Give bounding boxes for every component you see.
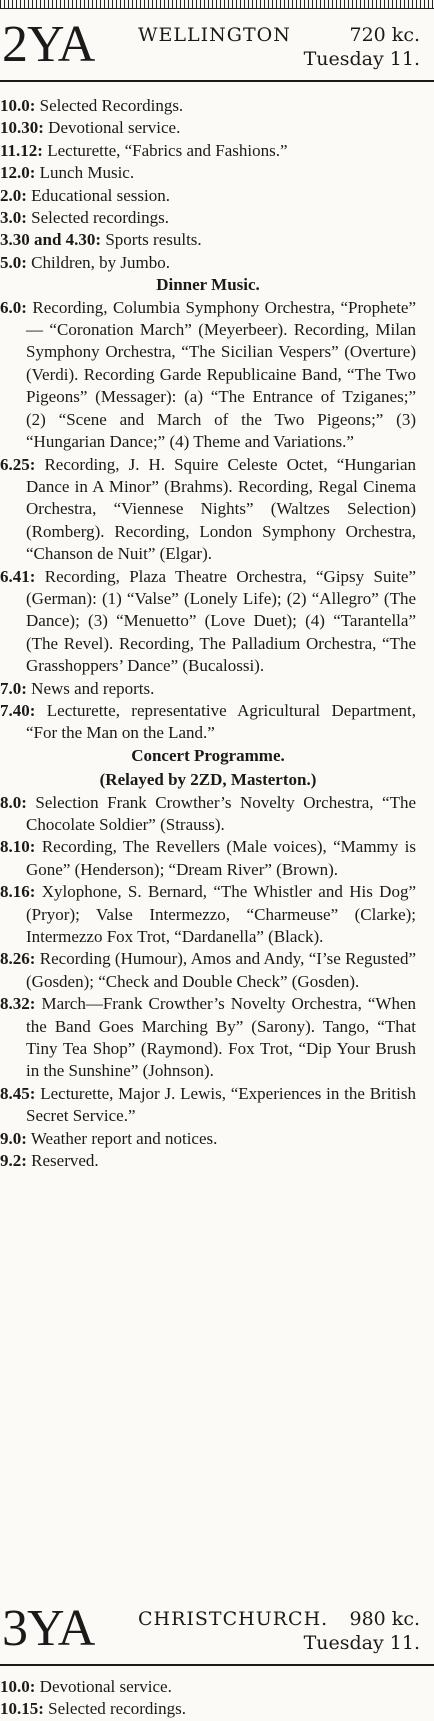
entry-time: 8.26: <box>0 949 36 969</box>
listing-entry <box>0 140 416 162</box>
entry-time: 2.0: <box>0 185 27 205</box>
entry-text: Devotional service. <box>39 1677 172 1696</box>
station-day: Tuesday 11. <box>303 48 420 70</box>
entry-time: 8.10: <box>0 837 36 857</box>
listing-entry <box>0 1150 416 1172</box>
entry-text: Recording (Humour), Amos and Andy, “I’se Regusted” (Gosden); “Check and Double Check” (Gosden). <box>26 949 416 991</box>
listing-entry <box>0 1083 416 1128</box>
listing-entry <box>0 297 416 454</box>
entry-time: 7.40: <box>0 700 36 720</box>
entry-text: Lecturette, representative Agricultural Department, “For the Man on the Land.” <box>26 700 417 743</box>
entry-text: News and reports. <box>31 678 155 698</box>
entry-time: 8.45: <box>0 1083 36 1103</box>
entry-text: Devotional service. <box>48 118 181 138</box>
listing-entry <box>0 792 416 837</box>
listing-entry <box>0 162 416 184</box>
entry-text: March—Frank Crowther’s Novelty Orchestra, “When the Band Goes Marching By” (Sarony). Tango, “That Tiny Tea Shop” (Raymond). Fox Trot, “Dip Your Brush in the Sunshine” (Johnson). <box>26 994 416 1081</box>
station-callsign: 2YA <box>2 16 95 73</box>
entry-time: 9.2: <box>0 1151 27 1171</box>
entry-time: 6.41: <box>0 566 36 586</box>
entry-text: Lecturette, Major J. Lewis, “Experiences in the British Secret Service.” <box>26 1083 416 1126</box>
entry-text: Weather report and notices. <box>30 1128 218 1148</box>
listing-entry <box>0 566 416 678</box>
station-city: CHRISTCHURCH. <box>138 1608 329 1630</box>
entry-text: Recording, J. H. Squire Celeste Octet, “Hungarian Dance in A Minor” (Brahms). Recording, Regal Cinema Orchestra, “Viennese Nights” (Waltzes Selection) (Romberg). Recording, London Symphony Orchestra, “Chanson de Nuit” (Elgar). <box>26 454 416 564</box>
entries-concert <box>0 792 416 1173</box>
station-frequency: 720 kc. <box>349 24 420 46</box>
entry-text: Recording, Columbia Symphony Orchestra, “Prophete” — “Coronation March” (Meyerbeer). Recording, Milan Symphony Orchestra, “The Sicilian Vespers” (Overture) (Verdi). Recording Garde Republicaine Band, “The Two Pigeons” (Messager): (a) “The Entrance of Tziganes;” (2) “Scene and March of the Two Pigeons;” (3) “Hungarian Dance;” (4) Theme and Variations.” <box>26 297 417 452</box>
listing-entry <box>0 678 416 700</box>
entry-text: Educational session. <box>31 185 170 205</box>
station-city: WELLINGTON <box>138 24 291 46</box>
station-header-3ya <box>0 1598 434 1666</box>
station-frequency: 980 kc. <box>349 1608 420 1630</box>
listing-entry <box>0 117 416 139</box>
entry-time: 7.0: <box>0 678 27 698</box>
station-header-2ya <box>0 14 434 82</box>
entry-time: 8.16: <box>0 882 36 902</box>
station-callsign: 3YA <box>2 1600 95 1657</box>
entry-time: 12.0: <box>0 163 36 183</box>
listing-entry <box>0 948 416 993</box>
entry-text: Selected recordings. <box>48 1699 187 1719</box>
listing-entry <box>0 1698 416 1720</box>
station-day: Tuesday 11. <box>303 1632 420 1654</box>
listing-entry <box>0 836 416 881</box>
concert-subheading: (Relayed by 2ZD, Masterton.) <box>99 770 317 790</box>
entry-time: 10.0: <box>0 1677 36 1696</box>
programme-listing-3ya <box>0 1676 416 1719</box>
programme-listing-2ya <box>0 95 416 1595</box>
listing-entry <box>0 95 416 117</box>
entry-text: Recording, Plaza Theatre Orchestra, “Gipsy Suite” (German): (1) “Valse” (Lonely Life); (2) “Allegro” (The Dance); (3) “Menuetto” (Love Duet); (4) “Tarantella” (The Revel). Recording, The Palladium Orchestra, “The Grasshoppers’ Dance” (Bucalossi). <box>26 566 417 676</box>
entry-text: Selected Recordings. <box>39 96 184 115</box>
entry-text: Children, by Jumbo. <box>31 252 171 272</box>
entry-time: 10.15: <box>0 1699 44 1719</box>
dinner-music-heading: Dinner Music. <box>156 275 260 295</box>
entry-text: Selection Frank Crowther’s Novelty Orchestra, “The Chocolate Soldier” (Strauss). <box>26 792 416 834</box>
top-rule <box>0 0 434 9</box>
entry-time: 9.0: <box>0 1128 27 1148</box>
entry-time: 8.0: <box>0 792 27 812</box>
entry-time: 6.25: <box>0 454 36 474</box>
listing-entry <box>0 185 416 207</box>
entry-text: Lecturette, “Fabrics and Fashions.” <box>47 140 288 160</box>
entry-text: Lunch Music. <box>39 163 135 183</box>
entry-time: 11.12: <box>0 140 43 160</box>
listing-entry <box>0 700 416 745</box>
entry-time: 10.30: <box>0 118 44 138</box>
entry-text: Recording, The Revellers (Male voices), “Mammy is Gone” (Henderson); “Dream River” (Brown). <box>26 837 417 879</box>
listing-entry <box>0 454 416 566</box>
entry-text: Reserved. <box>31 1151 99 1171</box>
listing-entry <box>0 993 416 1083</box>
entry-text: Selected recordings. <box>31 208 170 228</box>
entry-text: Sports results. <box>105 230 202 250</box>
listing-entry <box>0 1128 416 1150</box>
entry-time: 3.30 and 4.30: <box>0 230 102 250</box>
entry-time: 5.0: <box>0 252 27 272</box>
listing-entry <box>0 1676 416 1698</box>
concert-heading: Concert Programme. <box>131 745 285 765</box>
listing-entry <box>0 881 416 948</box>
entry-time: 3.0: <box>0 208 27 228</box>
listing-entry <box>0 229 416 251</box>
entries-dinner <box>0 297 416 745</box>
listing-entry <box>0 252 416 274</box>
entry-time: 8.32: <box>0 994 36 1014</box>
entry-text: Xylophone, S. Bernard, “The Whistler and His Dog” (Pryor); Valse Intermezzo, “Charmeuse” (Clarke); Intermezzo Fox Trot, “Dardanella” (Black). <box>26 882 416 947</box>
entry-time: 10.0: <box>0 96 36 115</box>
listing-entry <box>0 207 416 229</box>
entries-3ya <box>0 1676 416 1721</box>
entry-time: 6.0: <box>0 297 27 317</box>
entries-morning <box>0 95 416 274</box>
